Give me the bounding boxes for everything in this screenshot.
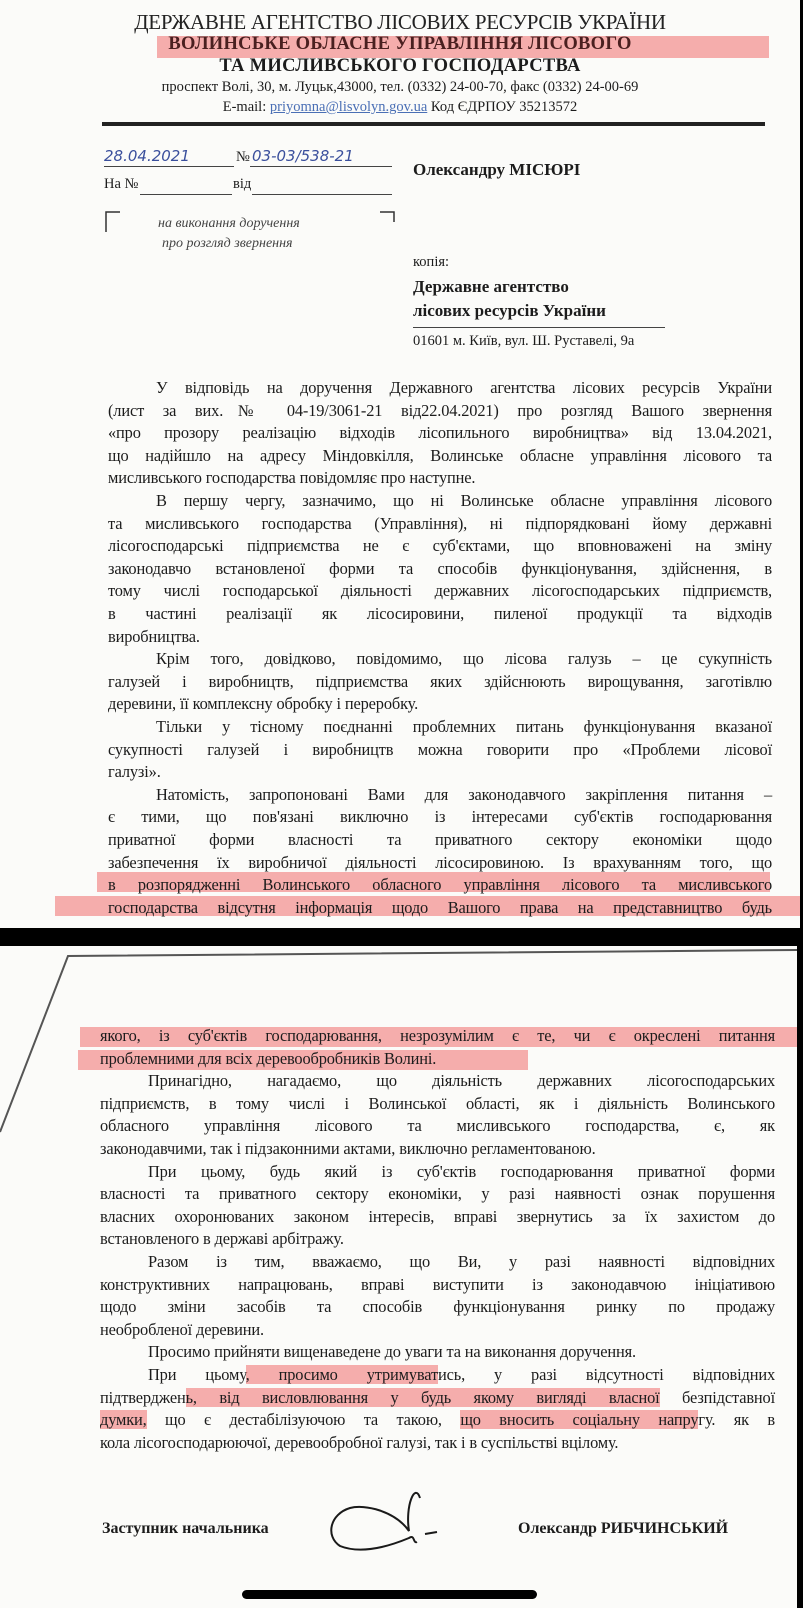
text-segment: підтверджен [100,1387,186,1407]
copy-address: 01601 м. Київ, вул. Ш. Руставелі, 9а [413,333,635,349]
body-line: є тими, що пов'язані виключно із інтересами суб'єктів господарювання [108,807,772,827]
highlighted-text: думки, [100,1410,147,1430]
body-line: Разом із тим, вважаємо, що Ви, у разі наявності відповідних [148,1252,775,1271]
body-line: (лист за вих.№ 04-19/3061-21 від22.04.2021) про розгляд Вашого звернення [108,400,772,420]
body-line: галузі». [108,762,161,782]
copy-org-line1: Державне агентство [413,277,569,296]
body-line: щодо зміни засобів та способів функціонування ринку по продажу [100,1297,775,1317]
body-line: законодавчо встановленої форми та способів функціонування, здійснення, в [108,558,772,578]
reply-date-blank [252,194,392,195]
home-indicator [242,1590,537,1599]
body-line [100,1409,775,1432]
outgoing-date: 28.04.2021 [104,147,190,165]
body-line: приватної форми власності та приватного сектору економіки щодо [108,830,772,849]
text-segment: гу. як в [698,1410,775,1430]
highlighted-text: ь, від висловлювання у будь якому вигляді власної [185,1387,660,1407]
body-line: Просимо прийняти вищенаведене до уваги та на виконання доручення. [148,1342,636,1362]
email-label: E-mail: [222,99,270,115]
letterhead-address: проспект Волі, 30, м. Луцьк,43000, тел. (0332) 24-00-70, факс (0332) 24-00-69 [161,79,639,95]
body-line: «про прозору реалізацію відходів лісопильного виробництва» від 13.04.2021, [108,423,772,443]
body-line: необробленої деревини. [100,1319,264,1339]
date-underline [104,166,234,167]
edrpou-code: Код ЄДРПОУ 35213572 [427,99,578,115]
agency-title: ДЕРЖАВНЕ АГЕНТСТВО ЛІСОВИХ РЕСУРСІВ УКРАЇНИ [134,10,666,34]
body-line: мисливського господарства повідомляє про наступне. [108,468,476,488]
body-line: забезпечення їх виробничої діяльності лісосировиною. Із врахуванням того, що [108,852,772,872]
body-line: конструктивних напрацювань, вправі виступити із законодавчою ініціативою [100,1274,775,1294]
body-line: тому числі господарської діяльності державних лісогосподарських підприємств, [108,581,772,601]
text-segment: При цьому [148,1365,246,1384]
letterhead-divider [102,122,765,126]
body-line: В першу чергу, зазначимо, що ні Волинське обласне управління лісового [156,491,772,510]
body-line: проблемними для всіх деревообробників Волині. [100,1048,437,1068]
body-line: встановленого в державі арбітражу. [100,1229,344,1249]
copy-org-line2: лісових ресурсів України [413,301,606,320]
body-line: якого, із суб'єктів господарювання, незрозумілим є те, чи є окреслені питання [100,1026,775,1045]
copy-divider [413,327,665,328]
highlighted-text: , просимо утримуват [245,1365,438,1384]
subject-line2: про розгляд звернення [162,236,293,251]
body-line [100,1387,775,1410]
body-line: господарства відсутня інформація щодо Вашого права на представництво будь [108,897,772,917]
body-line: що надійшло на адресу Міндовкілля, Волинське обласне управління лісового та [108,445,772,465]
body-line: власності та приватного сектору економіки, у разі наявності ознак порушення [100,1184,775,1204]
body-line: та мисливського господарства (Управління), ні підпорядковані йому державні [108,513,772,533]
body-line: в частині реалізації як лісосировини, пиленої продукції та відходів [108,604,772,623]
body-line: сукупності галузей і виробництв можна говорити про «Проблеми лісової [108,739,772,759]
body-line [100,1432,775,1455]
subject-line1: на виконання доручення [158,216,300,231]
body-line: У відповідь на доручення Державного агентства лісових ресурсів України [156,378,772,397]
outgoing-number: 03-03/538-21 [252,147,354,165]
department-title-line1: ВОЛИНСЬКЕ ОБЛАСНЕ УПРАВЛІННЯ ЛІСОВОГО [168,34,632,54]
from-label: від [233,176,252,192]
number-label: № [236,149,250,165]
reply-to-label: На № [104,176,139,192]
department-title-line2: ТА МИСЛИВСЬКОГО ГОСПОДАРСТВА [219,56,581,76]
highlighted-text: що вносить соціальну напру [460,1410,699,1430]
body-line: виробництва. [108,626,200,646]
body-line: підприємств, в тому числі і Волинської області, як і діяльність Волинського [100,1093,775,1113]
body-line: галузей і виробництв, підприємства яких здійснюють вирощування, заготівлю [108,671,772,691]
body-line: власних охоронюваних законом інтересів, вправі звернутись за їх захистом до [100,1206,775,1226]
letter-page-2 [0,946,797,1608]
body-line: лісогосподарські підприємства не є суб'єктами, що вповноважені на зміну [108,536,772,556]
number-underline [250,166,392,167]
body-line: в розпорядженні Волинського обласного управління лісового та мисливського [108,875,772,895]
body-line: Натомість, запропоновані Вами для законодавчого закріплення питання – [156,784,772,804]
body-line: Тільки у тісному поєднанні проблемних питань функціонування вказаної [156,717,772,736]
reply-number-blank [140,194,232,195]
signatory-name: Олександр РИБЧИНСЬКИЙ [518,1520,729,1537]
handwritten-signature [325,1486,445,1556]
text-segment: кола лісогосподарюючої, деревообробної галузі, так і в суспільстві вцілому. [100,1432,619,1452]
text-segment: безпідставної [659,1387,775,1407]
body-line [148,1364,775,1387]
body-line: При цьому, будь який із суб'єктів господарювання приватної форми [148,1161,775,1181]
body-line: Крім того, довідково, повідомимо, що лісова галузь – це сукупність [156,649,772,669]
text-segment: що є дестабілізуючою та такою, [146,1410,461,1430]
text-segment: ись, у разі відсутності відповідних [438,1365,776,1384]
copy-label: копія: [413,254,450,270]
body-line: обласного управління лісового та мисливського господарства, є, як [100,1116,775,1136]
body-line: законодавчими, так і підзаконними актами, виключно регламентованою. [100,1139,596,1158]
signatory-position: Заступник начальника [102,1520,269,1537]
body-line: деревини, її комплексну обробку і переробку. [108,694,419,714]
body-line: Принагідно, нагадаємо, що діяльність державних лісогосподарських [148,1071,775,1091]
letterhead-contacts [0,99,800,116]
recipient-name: Олександру МІСЮРІ [413,160,581,179]
email-link[interactable]: priyomna@lisvolyn.gov.ua [269,99,428,115]
